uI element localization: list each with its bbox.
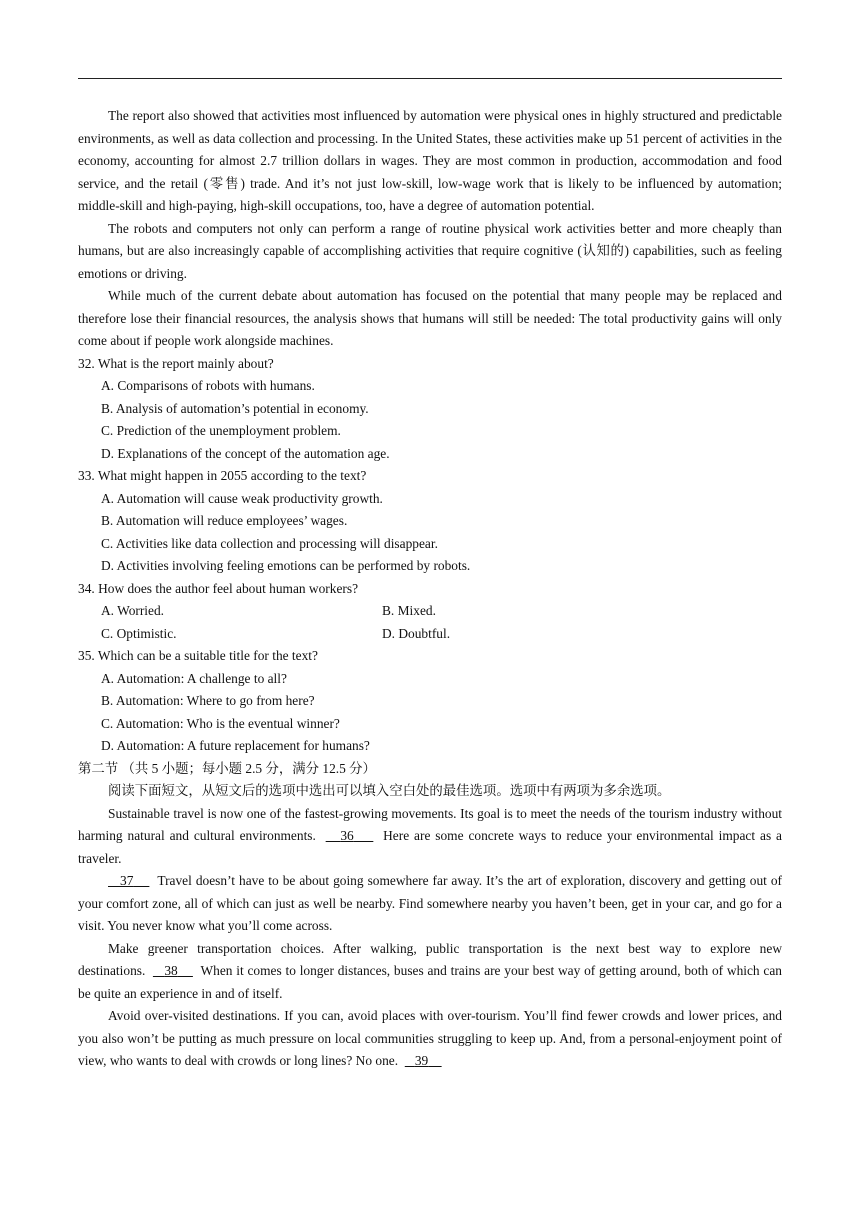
- option: C. Activities like data collection and processing will disappear.: [101, 535, 438, 551]
- option: A. Worried.: [101, 603, 165, 618]
- option: A. Automation will cause weak productivity growth.: [101, 490, 383, 506]
- option: D. Activities involving feeling emotions can be performed by robots.: [101, 558, 471, 573]
- question-stem: 35. Which can be a suitable title for the text?: [78, 648, 318, 663]
- option: D. Doubtful.: [382, 625, 451, 641]
- option: B. Analysis of automation’s potential in economy.: [101, 400, 369, 416]
- passage-paragraph: [78, 870, 782, 938]
- question-35: [78, 645, 782, 758]
- option: C. Prediction of the unemployment problem.: [101, 423, 341, 438]
- option: C. Automation: Who is the eventual winner?: [101, 715, 340, 731]
- paragraph-text: Make greener transportation choices. After walking, public transportation is the next best way to explore new destinations.: [78, 940, 782, 978]
- question-34: [78, 578, 782, 646]
- question-stem: 32. What is the report mainly about?: [78, 355, 274, 371]
- question-stem: 34. How does the author feel about human workers?: [78, 580, 359, 596]
- header-rule: [78, 78, 782, 79]
- blank-37: 37: [120, 873, 134, 888]
- passage-paragraph: [78, 803, 782, 871]
- option: A. Automation: A challenge to all?: [101, 670, 287, 686]
- question-stem: 33. What might happen in 2055 according to the text?: [78, 468, 367, 483]
- passage-paragraph: The robots and computers not only can perform a range of routine physical work activities better and more cheaply than humans, but are also increasingly capable of accomplishing activities that require cognitive (认知的) capabilities, such as feeling emotions or driving.: [78, 220, 782, 281]
- option-row: [78, 623, 782, 646]
- document-body: [78, 105, 782, 1073]
- blank-38: 38: [164, 963, 178, 978]
- paragraph-text: Avoid over-visited destinations. If you can, avoid places with over-tourism. You’ll find fewer crowds and lower prices, and you also won’t be putting as much pressure on local communities struggling to keep up. And, from a personal-enjoyment point of view, who wants to deal with crowds or long lines? No one.: [78, 1008, 782, 1068]
- passage-paragraph: [78, 938, 782, 1006]
- paragraph-text: When it comes to longer distances, buses and trains are your best way of getting around, both of which can be quite an experience in and of itself.: [78, 963, 783, 1001]
- option: B. Automation: Where to go from here?: [101, 693, 315, 708]
- option: D. Automation: A future replacement for humans?: [101, 738, 370, 753]
- option: D. Explanations of the concept of the automation age.: [101, 445, 390, 461]
- question-32: [78, 353, 782, 466]
- paragraph-text: Travel doesn’t have to be about going somewhere far away. It’s the art of exploration, discovery and getting out of your comfort zone, all of which can just as well be nearby. Find somewhere nearby you haven’t been, get in your car, and go for a visit. You never know what you’ll come across.: [78, 873, 783, 933]
- section-heading: 第二节 （共 5 小题；每小题 2.5 分，满分 12.5 分）: [78, 760, 376, 776]
- option-row: [78, 600, 782, 623]
- paragraph-text: Sustainable travel is now one of the fastest-growing movements. Its goal is to meet the needs of the tourism industry without harming natural and cultural environments.: [78, 805, 782, 843]
- paragraph-text: Here are some concrete ways to reduce your environmental impact as a traveler.: [78, 828, 782, 866]
- passage-paragraph: While much of the current debate about automation has focused on the potential that many people may be replaced and therefore lose their financial resources, the analysis shows that humans will still be needed: The total productivity gains will only come about if people work alongside machines.: [78, 288, 782, 348]
- passage-paragraph: [78, 1005, 782, 1073]
- blank-36: 36: [340, 828, 354, 843]
- option: A. Comparisons of robots with humans.: [101, 378, 315, 393]
- blank-39: 39: [414, 1053, 429, 1068]
- option: B. Automation will reduce employees’ wages.: [101, 513, 348, 528]
- passage-paragraph: The report also showed that activities most influenced by automation were physical ones in highly structured and predictable environments, as well as data collection and processing. In the United States, these activities make up 51 percent of activities in the economy, accounting for almost 2.7 trillion dollars in wages. They are most common in production, accommodation and food service, and the retail (零售) trade. And it’s not just low-skill, low-wage work that is likely to be influenced by automation; middle-skill and high-paying, high-skill occupations, too, have a degree of automation potential.: [78, 108, 782, 213]
- section-instructions: 阅读下面短文，从短文后的选项中选出可以填入空白处的最佳选项。选项中有两项为多余选项。: [108, 783, 671, 798]
- question-33: [78, 465, 782, 578]
- option: B. Mixed.: [382, 603, 436, 618]
- option: C. Optimistic.: [101, 625, 177, 641]
